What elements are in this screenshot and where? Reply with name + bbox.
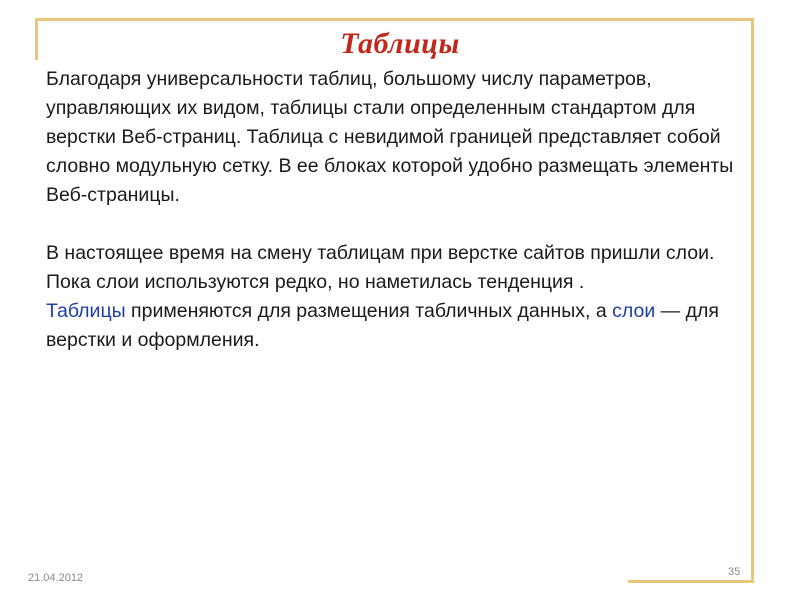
page-number: 35 bbox=[728, 566, 741, 578]
paragraph-1: Благодаря универсальности таблиц, большому числу параметров, управляющих их видом, таблицы стали определенным стандартом для верстки Веб-страниц. Таблица с невидимой границей представляет собой словно модульную сетку. В ее блоках которой удобно размещать элементы Веб-страницы. bbox=[46, 68, 734, 206]
paragraph-3 bbox=[46, 297, 746, 355]
slide-body bbox=[46, 65, 746, 355]
term-layers: слои bbox=[612, 300, 656, 322]
frame-top-line bbox=[35, 18, 754, 21]
frame-right-line bbox=[751, 18, 754, 583]
paragraph-2: В настоящее время на смену таблицам при верстке сайтов пришли слои. Пока слои используются редко, но наметилась тенденция . bbox=[46, 242, 715, 293]
footer-date: 21.04.2012 bbox=[28, 572, 84, 584]
paragraph-3-text-1: применяются для размещения табличных данных, а bbox=[125, 300, 613, 322]
frame-bottom-line bbox=[628, 580, 754, 583]
paragraph-gap bbox=[46, 210, 746, 239]
slide-title: Таблицы bbox=[340, 27, 460, 60]
term-tables: Таблицы bbox=[46, 300, 126, 322]
paragraph-3-text-2: — для верстки и оформления. bbox=[46, 300, 719, 351]
